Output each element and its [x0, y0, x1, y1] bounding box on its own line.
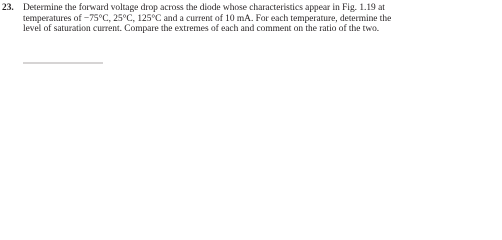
problem-text-line-1: Determine the forward voltage drop across the diode whose characteristics appear in Fig. 1.19 at — [23, 3, 385, 13]
cropped-next-line — [23, 58, 103, 65]
problem-23 — [0, 3, 502, 35]
problem-line-2: temperatures of −75°C, 25°C, 125°C and a current of 10 mA. For each temperature, determine the — [23, 13, 392, 24]
problem-line-3: level of saturation current. Compare the extremes of each and comment on the ratio of the two. — [23, 24, 380, 35]
problem-line-1 — [0, 3, 502, 14]
problem-number: 23. — [2, 3, 14, 13]
